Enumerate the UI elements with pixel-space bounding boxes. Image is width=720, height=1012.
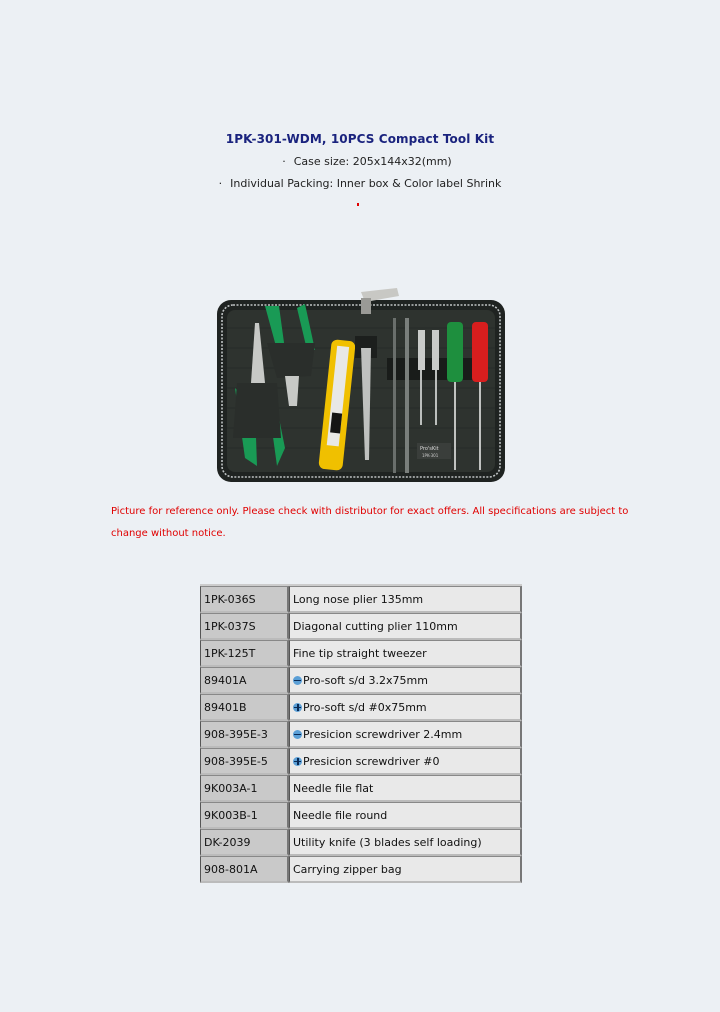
part-code: 908-395E-5 bbox=[200, 748, 289, 775]
table-row bbox=[200, 775, 522, 802]
table-row bbox=[200, 694, 522, 721]
part-code: 1PK-125T bbox=[200, 640, 289, 667]
part-code: 89401A bbox=[200, 667, 289, 694]
part-description bbox=[289, 586, 522, 613]
part-code: 1PK-037S bbox=[200, 613, 289, 640]
table-row bbox=[200, 667, 522, 694]
part-code: 9K003A-1 bbox=[200, 775, 289, 802]
part-description bbox=[289, 721, 522, 748]
part-description-text: Presicion screwdriver #0 bbox=[303, 754, 440, 768]
product-photo bbox=[215, 288, 507, 484]
part-description bbox=[289, 667, 522, 694]
part-description-text: Long nose plier 135mm bbox=[293, 592, 424, 606]
part-code: 908-395E-3 bbox=[200, 721, 289, 748]
part-description-text: Diagonal cutting plier 110mm bbox=[293, 619, 458, 633]
table-row bbox=[200, 802, 522, 829]
bullet: · bbox=[282, 155, 286, 168]
part-code: 908-801A bbox=[200, 856, 289, 883]
part-description bbox=[289, 640, 522, 667]
svg-text:Pro'sKit: Pro'sKit bbox=[420, 446, 439, 452]
part-code: DK-2039 bbox=[200, 829, 289, 856]
table-row bbox=[200, 586, 522, 613]
part-description bbox=[289, 613, 522, 640]
part-code: 9K003B-1 bbox=[200, 802, 289, 829]
part-description bbox=[289, 748, 522, 775]
part-code: 1PK-036S bbox=[200, 586, 289, 613]
phillips-icon bbox=[293, 703, 302, 712]
table-row bbox=[200, 640, 522, 667]
part-description-text: Carrying zipper bag bbox=[293, 862, 402, 876]
spec-case-size: · Case size: 205x144x32(mm) bbox=[282, 155, 452, 168]
parts-table bbox=[200, 584, 522, 883]
part-description-text: Needle file flat bbox=[293, 781, 374, 795]
table-row bbox=[200, 613, 522, 640]
part-description bbox=[289, 829, 522, 856]
slotted-icon bbox=[293, 730, 302, 739]
part-description bbox=[289, 694, 522, 721]
part-description-text: Utility knife (3 blades self loading) bbox=[293, 835, 482, 849]
red-marker bbox=[357, 203, 359, 206]
part-description bbox=[289, 802, 522, 829]
table-row bbox=[200, 856, 522, 883]
part-description-text: Needle file round bbox=[293, 808, 388, 822]
part-description bbox=[289, 775, 522, 802]
part-description-text: Fine tip straight tweezer bbox=[293, 646, 427, 660]
table-row bbox=[200, 721, 522, 748]
svg-text:1PK-301: 1PK-301 bbox=[422, 453, 439, 458]
phillips-icon bbox=[293, 757, 302, 766]
part-description-text: Pro-soft s/d #0x75mm bbox=[303, 700, 427, 714]
slotted-icon bbox=[293, 676, 302, 685]
part-code: 89401B bbox=[200, 694, 289, 721]
part-description bbox=[289, 856, 522, 883]
disclaimer: Picture for reference only. Please check with distributor for exact offers. All specifications are subject to change without notice. bbox=[111, 506, 629, 539]
part-description-text: Presicion screwdriver 2.4mm bbox=[303, 727, 463, 741]
part-description-text: Pro-soft s/d 3.2x75mm bbox=[303, 673, 428, 687]
page-title: 1PK-301-WDM, 10PCS Compact Tool Kit bbox=[225, 132, 495, 146]
spec-packing: · Individual Packing: Inner box & Color label Shrink bbox=[218, 177, 502, 190]
table-row bbox=[200, 829, 522, 856]
bullet: · bbox=[218, 177, 223, 190]
table-row bbox=[200, 748, 522, 775]
